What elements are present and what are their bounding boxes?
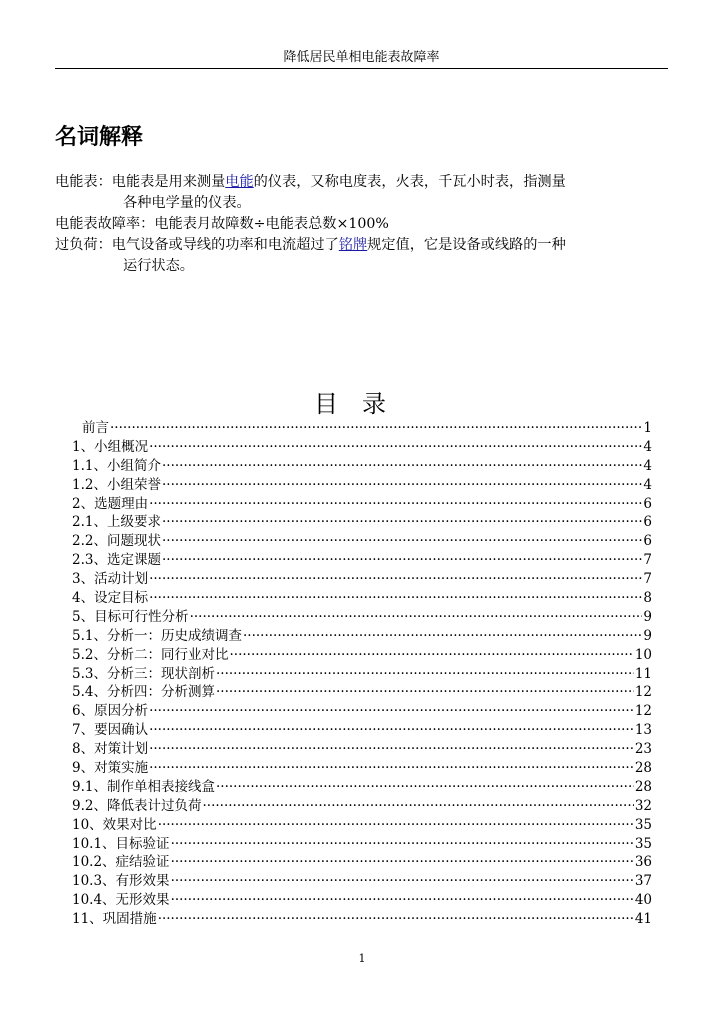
toc-entry[interactable] [72, 513, 652, 532]
toc-entry-page: 28 [634, 760, 652, 777]
toc-entry-label: 1.1、小组简介 [72, 457, 161, 474]
toc-entry[interactable] [72, 665, 652, 684]
toc-entry[interactable] [72, 702, 652, 721]
toc-entry[interactable] [72, 438, 652, 457]
glossary-title: 名词解释 [55, 125, 144, 150]
toc-entry-label: 5、目标可行性分析 [72, 608, 189, 625]
glossary-text: 电能表月故障数÷电能表总数×100% [154, 216, 389, 232]
toc-entry-label: 5.1、分析一：历史成绩调查 [72, 627, 242, 644]
toc-leader-dots [110, 419, 642, 438]
toc-entry-label: 9.1、制作单相表接线盒 [72, 778, 215, 795]
toc-leader-dots [162, 513, 642, 532]
toc-leader-dots [149, 495, 642, 514]
toc-leader-dots [149, 721, 634, 740]
toc-entry-page: 9 [643, 627, 652, 644]
glossary-entry-failure-rate [55, 214, 670, 235]
toc-leader-dots [149, 759, 634, 778]
toc-leader-dots [158, 816, 634, 835]
toc-entry[interactable] [72, 495, 652, 514]
toc-entry-page: 28 [634, 778, 652, 795]
glossary-text: 规定值，它是设备或线路的一种 [367, 237, 566, 253]
toc-leader-dots [149, 702, 634, 721]
glossary-term: 电能表： [55, 174, 112, 190]
toc-leader-dots [243, 627, 642, 646]
toc-entry-page: 37 [634, 873, 652, 890]
toc-entry-page: 8 [643, 590, 652, 607]
glossary-term: 电能表故障率： [55, 216, 155, 232]
toc-entry-label: 2、选题理由 [72, 495, 149, 512]
toc-entry[interactable] [72, 891, 652, 910]
toc-leader-dots [216, 665, 634, 684]
toc-leader-dots [149, 570, 642, 589]
toc-leader-dots [202, 797, 633, 816]
toc-entry[interactable] [72, 532, 652, 551]
toc-entry-page: 11 [634, 665, 652, 682]
glossary-term: 过负荷： [55, 237, 112, 253]
toc-entry-label: 2.1、上级要求 [72, 514, 161, 531]
toc-entry-page: 40 [634, 892, 652, 909]
toc-entry[interactable] [72, 570, 652, 589]
toc-entry-page: 13 [634, 722, 652, 739]
toc-entry-page: 12 [634, 703, 652, 720]
toc-entry-label: 5.4、分析四：分析测算 [72, 684, 215, 701]
toc-entry-page: 35 [634, 816, 652, 833]
toc-leader-dots [162, 457, 642, 476]
toc-entry[interactable] [72, 646, 652, 665]
toc-entry-label: 8、对策计划 [72, 741, 149, 758]
toc-entry-label: 10.2、症结验证 [72, 854, 170, 871]
toc-entry[interactable] [72, 608, 652, 627]
glossary-link-nameplate[interactable]: 铭牌 [338, 237, 368, 253]
toc-leader-dots [162, 476, 642, 495]
toc-entry-page: 6 [643, 495, 652, 512]
toc-entry-label: 10.3、有形效果 [72, 873, 170, 890]
glossary-link-electric-energy[interactable]: 电能 [225, 174, 254, 190]
page-header [55, 50, 668, 69]
toc-entry-label: 前言 [82, 420, 109, 436]
toc-entry-page: 32 [634, 797, 652, 814]
glossary-text: 电能表是用来测量 [111, 174, 226, 190]
toc-entry-label: 10.4、无形效果 [72, 892, 170, 909]
toc-entry-label: 3、活动计划 [72, 571, 149, 588]
toc-entry-page: 36 [634, 854, 652, 871]
toc-entry-label: 10、效果对比 [72, 816, 157, 833]
toc-leader-dots [190, 608, 643, 627]
toc-entry-label: 10.1、目标验证 [72, 835, 170, 852]
toc-entry-page: 41 [634, 911, 652, 928]
toc-entry-label: 1、小组概况 [72, 438, 149, 455]
toc-entry-page: 4 [643, 438, 652, 455]
toc-entry[interactable] [72, 740, 652, 759]
toc-entry-label: 11、巩固措施 [72, 911, 157, 928]
toc-entry[interactable] [72, 627, 652, 646]
toc-entry-label: 6、原因分析 [72, 703, 149, 720]
toc-entry[interactable] [72, 457, 652, 476]
toc-leader-dots [171, 891, 634, 910]
toc-entry[interactable] [72, 476, 652, 495]
toc-entry[interactable] [72, 419, 652, 438]
toc-entry[interactable] [72, 721, 652, 740]
toc-entry-label: 2.3、选定课题 [72, 552, 161, 569]
toc-leader-dots [216, 778, 634, 797]
glossary-text: 电气设备或导线的功率和电流超过了 [111, 237, 339, 253]
toc-entry-label: 9.2、降低表计过负荷 [72, 797, 202, 814]
toc-leader-dots [171, 872, 634, 891]
toc-leader-dots [216, 683, 634, 702]
toc-entry-page: 4 [643, 457, 652, 474]
glossary [55, 172, 670, 277]
toc-entry[interactable] [72, 853, 652, 872]
toc-entry-page: 7 [643, 552, 652, 569]
toc-entry-page: 6 [643, 514, 652, 531]
toc-entry-label: 4、设定目标 [72, 590, 149, 607]
toc-entry-page: 23 [634, 741, 652, 758]
toc-entry-label: 9、对策实施 [72, 760, 149, 777]
toc-leader-dots [149, 589, 642, 608]
toc-entry-page: 10 [634, 646, 652, 663]
toc-leader-dots [149, 740, 634, 759]
toc-entry-page: 6 [643, 533, 652, 550]
toc-entry-page: 4 [643, 476, 652, 493]
toc-entry[interactable] [72, 551, 652, 570]
toc-entry[interactable] [72, 759, 652, 778]
toc-entry-page: 7 [643, 571, 652, 588]
table-of-contents [72, 419, 652, 929]
toc-leader-dots [171, 835, 634, 854]
glossary-continuation: 各种电学量的仪表。 [123, 195, 251, 211]
page-number: 1 [358, 952, 366, 965]
toc-entry[interactable] [72, 683, 652, 702]
toc-leader-dots [229, 646, 633, 665]
toc-entry-label: 7、要因确认 [72, 722, 149, 739]
toc-entry-label: 5.2、分析二：同行业对比 [72, 646, 229, 663]
toc-entry[interactable] [72, 589, 652, 608]
toc-entry-page: 9 [643, 608, 652, 625]
toc-leader-dots [162, 532, 642, 551]
toc-leader-dots [162, 551, 642, 570]
glossary-entry-overload [55, 235, 670, 277]
toc-entry-label: 5.3、分析三：现状剖析 [72, 665, 215, 682]
toc-entry[interactable] [72, 816, 652, 835]
toc-leader-dots [171, 853, 634, 872]
toc-title: 目录 [314, 390, 410, 418]
toc-entry[interactable] [72, 910, 652, 929]
glossary-text: 的仪表，又称电度表，火表，千瓦小时表，指测量 [253, 174, 566, 190]
toc-entry[interactable] [72, 778, 652, 797]
toc-entry-page: 35 [634, 835, 652, 852]
toc-entry-page: 1 [643, 420, 652, 436]
toc-entry-label: 2.2、问题现状 [72, 533, 161, 550]
toc-leader-dots [158, 910, 634, 929]
toc-entry-page: 12 [634, 684, 652, 701]
toc-entry[interactable] [72, 872, 652, 891]
toc-entry-label: 1.2、小组荣誉 [72, 476, 161, 493]
toc-entry[interactable] [72, 797, 652, 816]
toc-entry[interactable] [72, 835, 652, 854]
toc-leader-dots [149, 438, 642, 457]
header-title: 降低居民单相电能表故障率 [283, 50, 440, 65]
glossary-entry-meter [55, 172, 670, 214]
glossary-continuation: 运行状态。 [123, 258, 194, 274]
